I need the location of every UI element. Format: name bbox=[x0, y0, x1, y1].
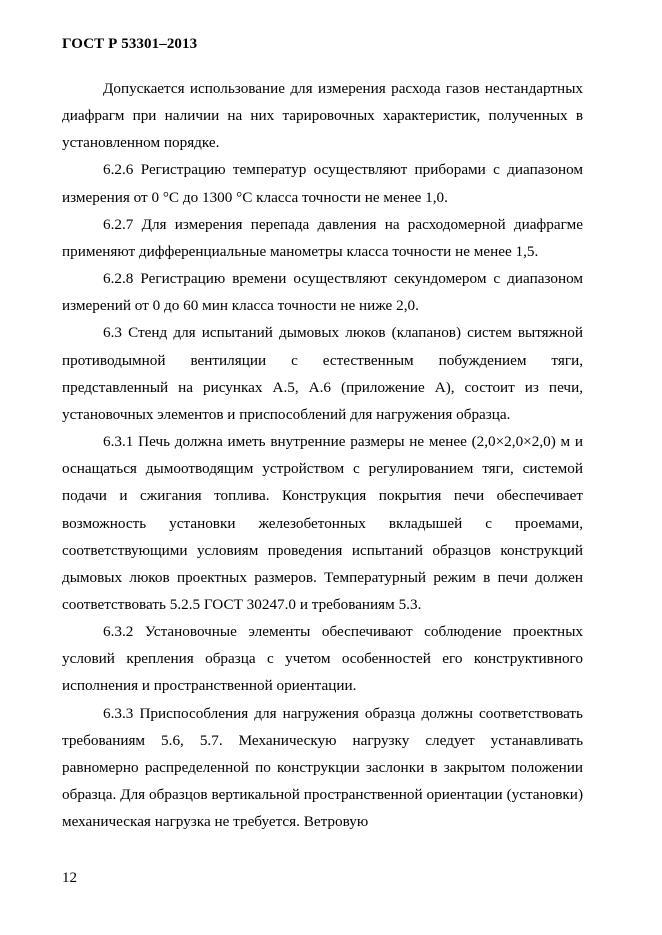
paragraph: 6.3 Стенд для испытаний дымовых люков (клапанов) систем вытяжной противодымной вентиляции с естественным побуждением тяги, представленный на рисунках А.5, А.6 (приложение А), состоит из печи, установочных элементов и приспособлений для нагружения образца. bbox=[62, 324, 583, 423]
paragraph: 6.2.6 Регистрацию температур осуществляют приборами с диапазоном измерения от 0 °С до 1300 °С класса точности не менее 1,0. bbox=[62, 161, 583, 206]
paragraph: 6.3.1 Печь должна иметь внутренние размеры не менее (2,0×2,0×2,0) м и оснащаться дымоотводящим устройством с регулированием тяги, системой подачи и сжигания топлива. Конструкция покрытия печи обеспечивает возможность установки железобетонных вкладышей с проемами, соответствующими условиям проведения испытаний образцов конструкций дымовых люков проектных размеров. Температурный режим в печи должен соответствовать 5.2.5 ГОСТ 30247.0 и требованиям 5.3. bbox=[62, 433, 583, 613]
page-number: 12 bbox=[62, 870, 77, 886]
paragraph: 6.2.7 Для измерения перепада давления на расходомерной диафрагме применяют дифференциальные манометры класса точности не менее 1,5. bbox=[62, 215, 583, 260]
paragraph: 6.3.3 Приспособления для нагружения образца должны соответствовать требованиям 5.6, 5.7. Механическую нагрузку следует устанавливать равномерно распределенной по конструкции заслонки в закрытом положении образца. Для образцов вертикальной пространственной ориентации (установки) механическая нагрузка не требуется. Ветровую bbox=[62, 704, 583, 831]
document-body bbox=[62, 75, 583, 835]
standard-header: ГОСТ Р 53301–2013 bbox=[62, 36, 198, 52]
paragraph: Допускается использование для измерения расхода газов нестандартных диафрагм при наличии на них тарировочных характеристик, полученных в установленном порядке. bbox=[62, 80, 583, 152]
paragraph: 6.3.2 Установочные элементы обеспечивают соблюдение проектных условий крепления образца с учетом особенностей его конструктивного исполнения и пространственной ориентации. bbox=[62, 623, 583, 695]
paragraph: 6.2.8 Регистрацию времени осуществляют секундомером с диапазоном измерений от 0 до 60 мин класса точности не ниже 2,0. bbox=[62, 270, 583, 315]
